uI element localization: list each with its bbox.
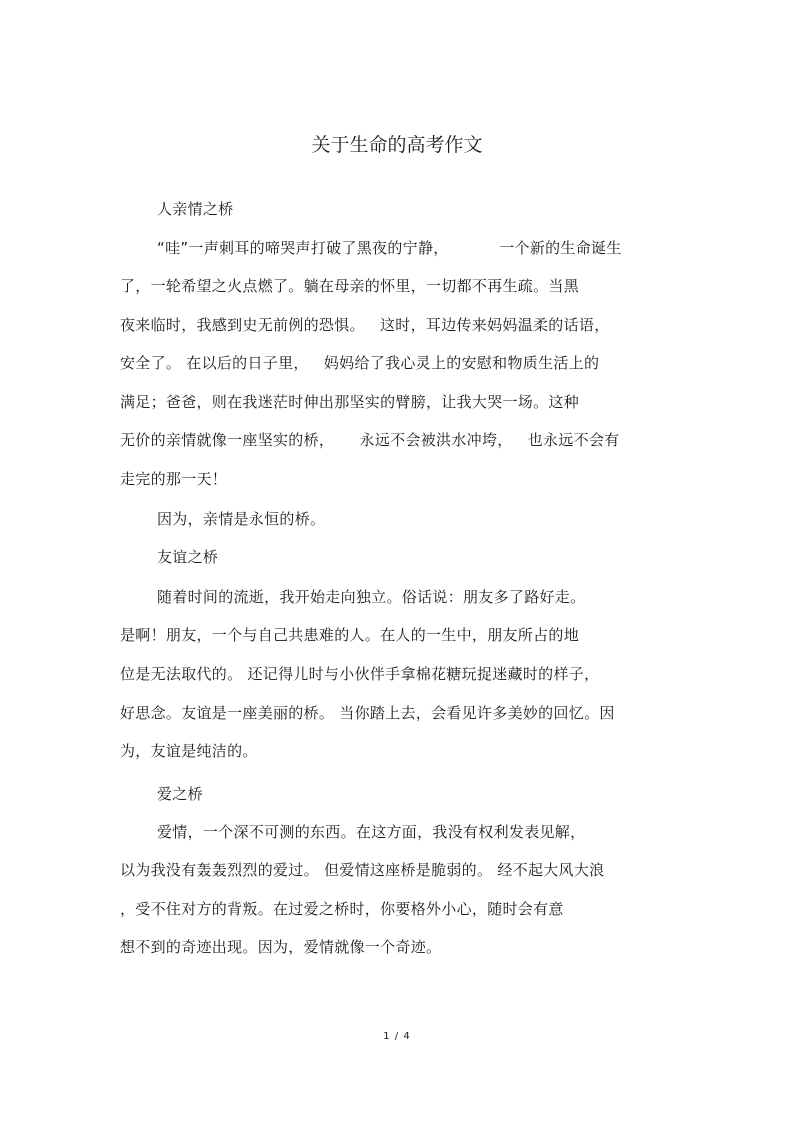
paragraph-line: 为，友谊是纯洁的。 bbox=[120, 742, 258, 760]
paragraph-line: “哇”一声刺耳的啼哭声打破了黑夜的宁静， 一个新的生命诞生 bbox=[157, 239, 622, 257]
paragraph-line: ，受不住对方的背叛。在过爱之桥时，你要格外小心，随时会有意 bbox=[120, 900, 564, 918]
paragraph-line: 位是无法取代的。 还记得儿时与小伙伴手拿棉花糖玩捉迷藏时的样子， bbox=[120, 665, 600, 683]
paragraph-line: 爱情，一个深不可测的东西。在这方面，我没有权利发表见解， bbox=[157, 823, 586, 841]
paragraph-line: 好思念。友谊是一座美丽的桥。 当你踏上去，会看见许多美妙的回忆。因 bbox=[120, 704, 615, 722]
paragraph-line: 随着时间的流逝，我开始走向独立。俗话说：朋友多了路好走。 bbox=[157, 588, 586, 606]
paragraph-line: 想不到的奇迹出现。因为，爱情就像一个奇迹。 bbox=[120, 938, 442, 956]
paragraph-line: 无价的亲情就像一座坚实的桥， 永远不会被洪水冲垮， 也永远不会有 bbox=[120, 431, 620, 449]
section-heading-family-bridge: 人亲情之桥 bbox=[157, 200, 234, 218]
paragraph-line: 了，一轮希望之火点燃了。躺在母亲的怀里，一切都不再生疏。当黑 bbox=[120, 277, 580, 295]
paragraph-line: 是啊！朋友，一个与自己共患难的人。在人的一生中，朋友所占的地 bbox=[120, 626, 580, 644]
document-title: 关于生命的高考作文 bbox=[311, 134, 483, 156]
paragraph-line: 因为，亲情是永恒的桥。 bbox=[157, 510, 326, 528]
section-heading-love-bridge: 爱之桥 bbox=[157, 785, 203, 803]
paragraph-line: 满足；爸爸，则在我迷茫时伸出那坚实的臂膀，让我大哭一场。这种 bbox=[120, 393, 580, 411]
paragraph-line: 以为我没有轰轰烈烈的爱过。 但爱情这座桥是脆弱的。 经不起大风大浪 bbox=[120, 861, 605, 879]
page-number: 1 / 4 bbox=[383, 1031, 411, 1042]
paragraph-line: 安全了。 在以后的日子里， 妈妈给了我心灵上的安慰和物质生活上的 bbox=[120, 354, 600, 372]
paragraph-line: 走完的那一天！ bbox=[120, 470, 228, 488]
paragraph-line: 夜来临时，我感到史无前例的恐惧。 这时，耳边传来妈妈温柔的话语， bbox=[120, 316, 610, 334]
section-heading-friendship-bridge: 友谊之桥 bbox=[157, 548, 219, 566]
